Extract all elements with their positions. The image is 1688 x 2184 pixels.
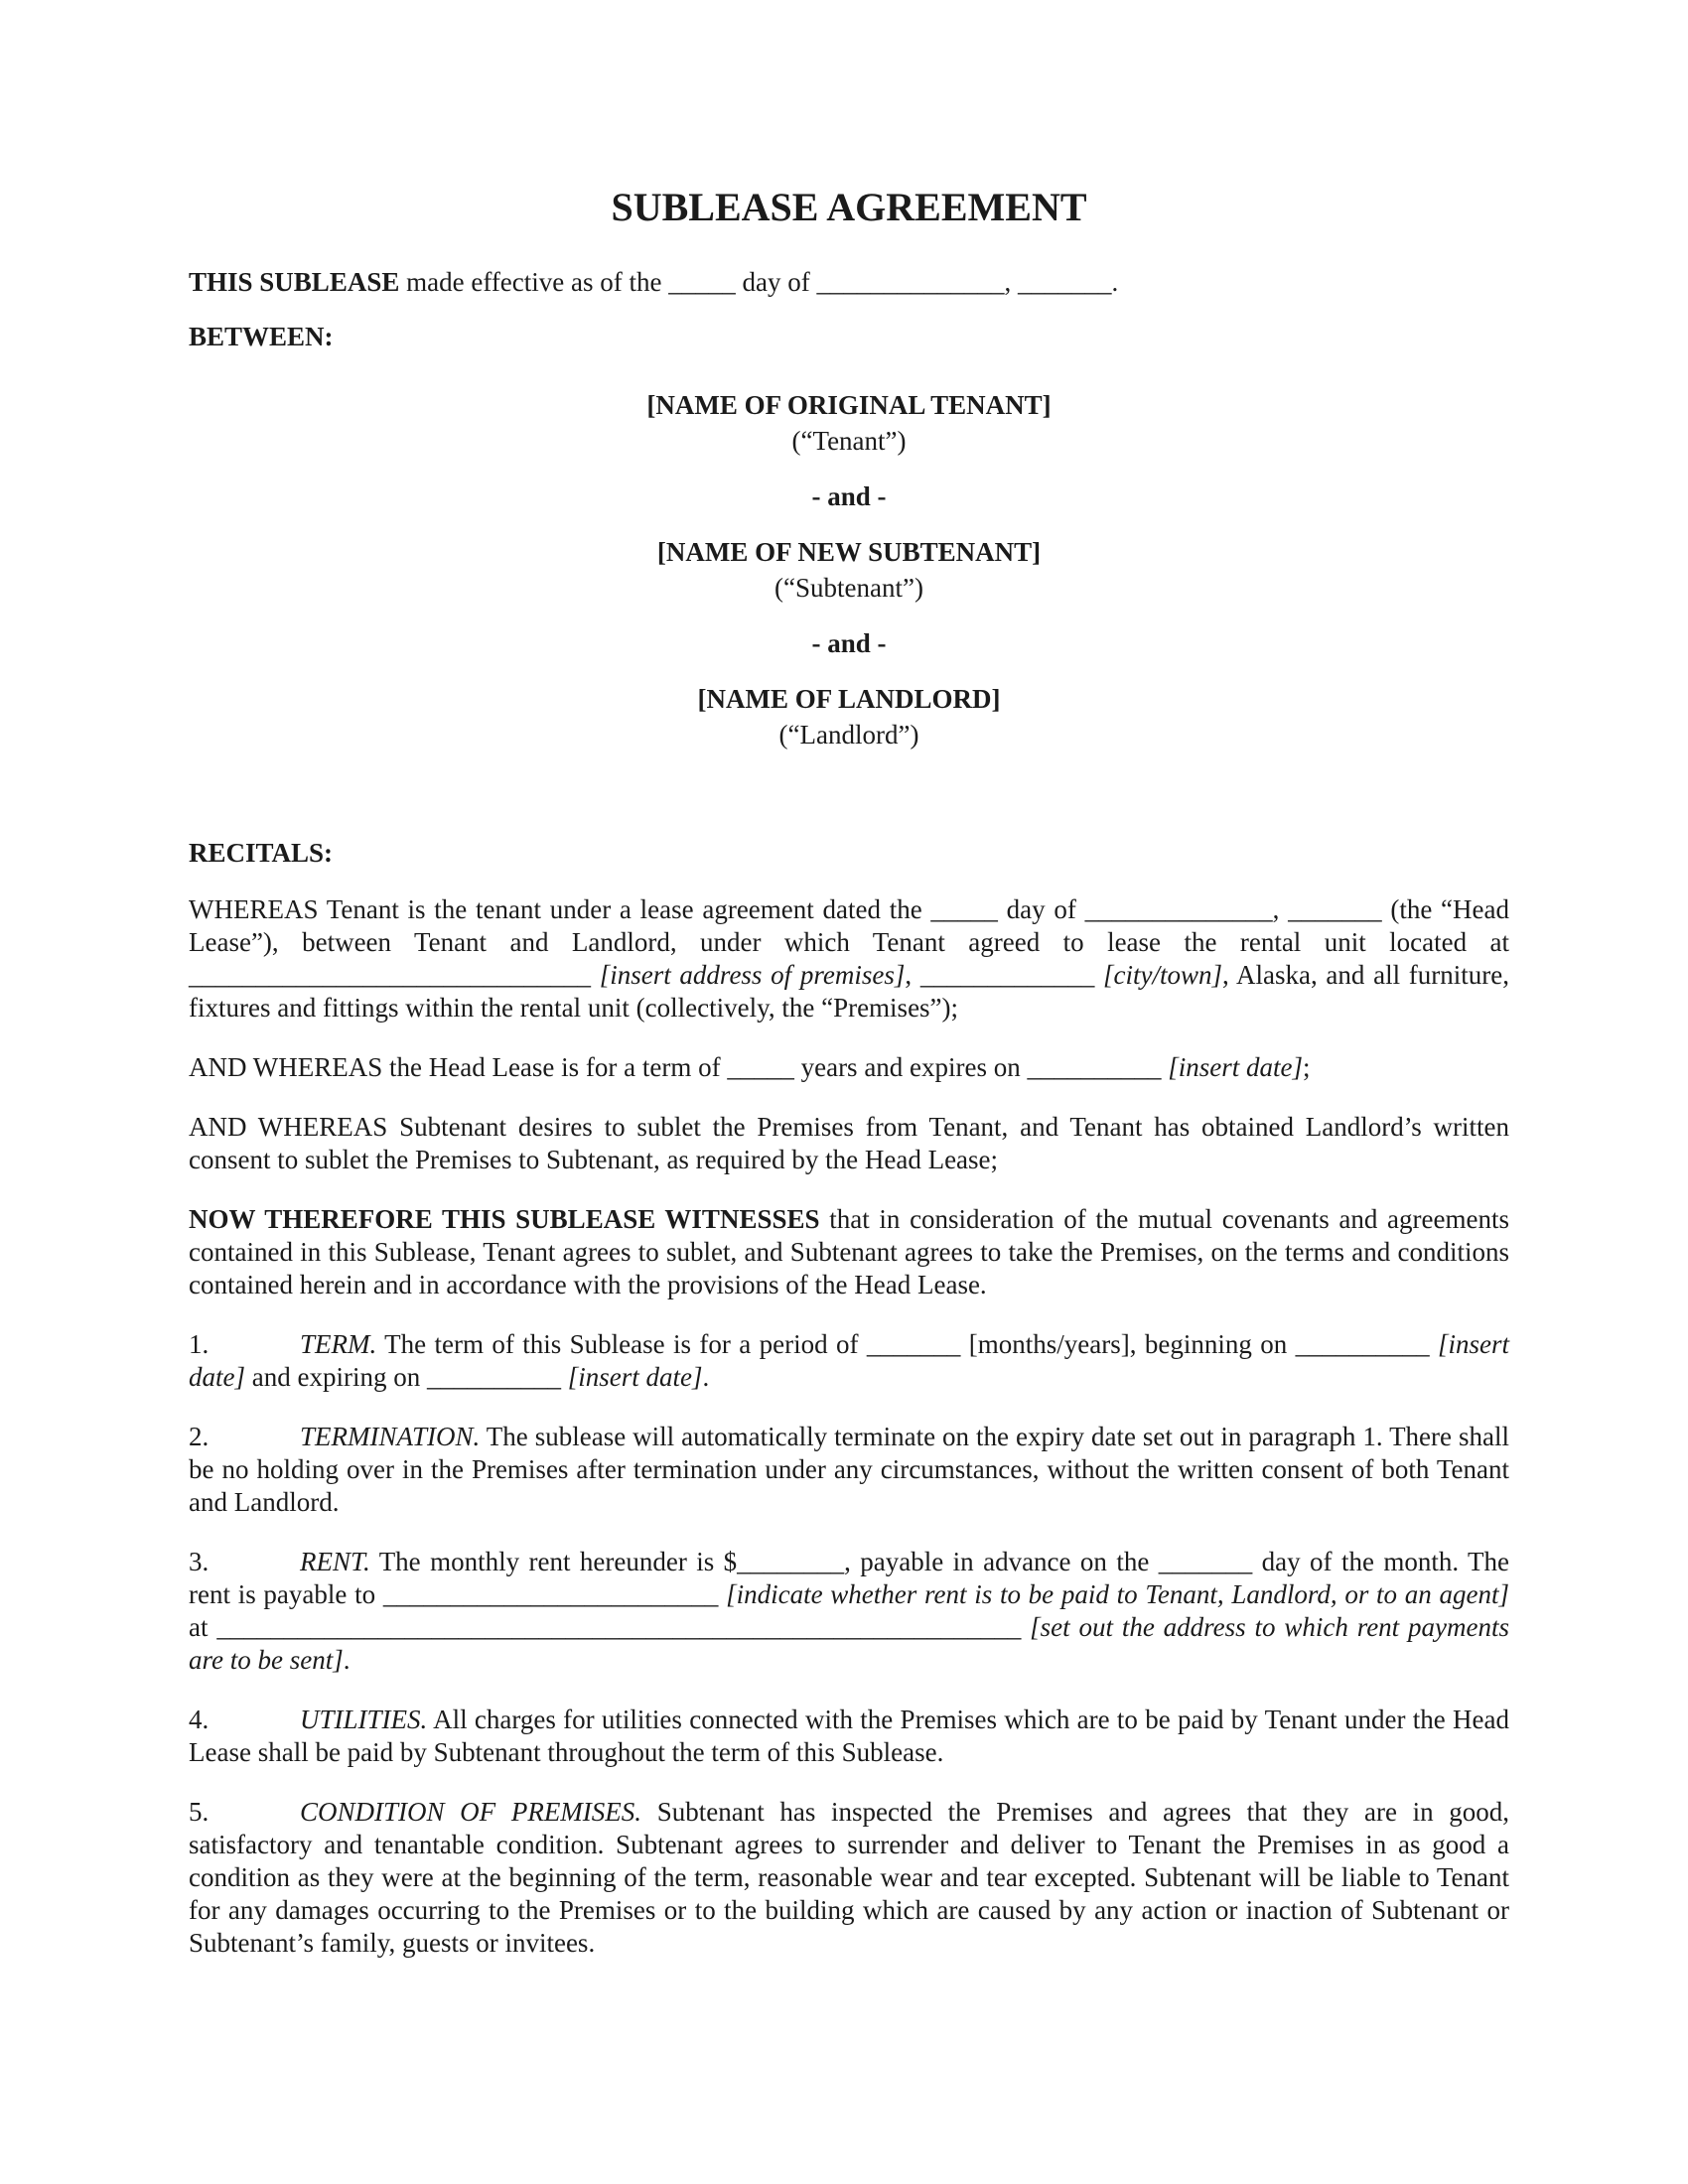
whereas1-text-2: , _____________: [905, 960, 1104, 990]
party-landlord-alias: (“Landlord”): [778, 720, 919, 750]
whereas1-text-3: , Alaska, and all furniture, fixtures and fittings within the rental unit (collectively, the “Premises”);: [189, 960, 1510, 1023]
clause-5-heading: CONDITION OF PREMISES.: [300, 1797, 642, 1827]
recitals-heading: RECITALS:: [189, 838, 334, 868]
party-original-tenant-name: [NAME OF ORIGINAL TENANT]: [646, 390, 1052, 420]
now-therefore-bold: NOW THEREFORE THIS SUBLEASE WITNESSES: [189, 1204, 820, 1234]
clause-3-italic-payee-hint: [indicate whether rent is to be paid to Tenant, Landlord, or to an agent]: [726, 1579, 1510, 1609]
whereas-clause-consent: [189, 1111, 1509, 1176]
and-separator: - and -: [811, 628, 887, 658]
clause-2-termination: [189, 1421, 1509, 1519]
now-therefore-text: that in consideration of the mutual covenants and agreements contained in this Sublease, Tenant agrees to sublet, and Subtenant agrees to take the Premises, on the terms and conditions contained herein and in accordance with the provisions of the Head Lease.: [189, 1204, 1509, 1299]
clause-4-utilities: [189, 1704, 1509, 1769]
clause-3-rent: [189, 1546, 1509, 1677]
whereas2-text-2: ;: [1303, 1052, 1311, 1082]
clause-2-text: The sublease will automatically terminate on the expiry date set out in paragraph 1. There shall be no holding over in the Premises after termination under any circumstances, without the written consent of both Tenant and Landlord.: [189, 1422, 1509, 1517]
whereas1-italic-address-hint: [insert address of premises]: [599, 960, 906, 990]
clause-2-number: 2.: [189, 1422, 210, 1451]
clause-1-text-1: The term of this Sublease is for a period of _______ [months/years], beginning on __________: [376, 1329, 1438, 1359]
clause-4-heading: UTILITIES.: [300, 1705, 428, 1734]
party-new-subtenant-name: [NAME OF NEW SUBTENANT]: [656, 537, 1042, 567]
party-subtenant-alias: (“Subtenant”): [774, 573, 923, 603]
party-tenant-alias: (“Tenant”): [791, 426, 907, 456]
between-label-text: BETWEEN:: [189, 322, 334, 351]
clause-3-text-1: The monthly rent hereunder is $________, payable in advance on the _______ day of the month. The rent is payable to _________________________: [189, 1547, 1509, 1609]
whereas1-italic-city-hint: [city/town]: [1103, 960, 1223, 990]
clause-2-heading: TERMINATION.: [300, 1422, 481, 1451]
clause-3-number: 3.: [189, 1547, 210, 1576]
clause-3-italic-address-hint: [set out the address to which rent payments are to be sent]: [189, 1612, 1509, 1675]
clause-1-number: 1.: [189, 1329, 210, 1359]
clause-1-term: [189, 1328, 1509, 1394]
parties-block: [189, 387, 1509, 752]
clause-1-italic-date-hint-1: [insert date]: [189, 1329, 1509, 1392]
clause-5-condition-of-premises: [189, 1796, 1509, 1960]
clause-1-text-2: and expiring on __________: [245, 1362, 568, 1392]
clause-5-number: 5.: [189, 1797, 210, 1827]
clause-4-number: 4.: [189, 1705, 210, 1734]
clause-1-text-3: .: [702, 1362, 710, 1392]
clause-1-heading: TERM.: [300, 1329, 377, 1359]
between-label: [189, 321, 1509, 353]
whereas2-italic-date-hint: [insert date]: [1168, 1052, 1304, 1082]
intro-clause: [189, 266, 1509, 299]
intro-text: made effective as of the _____ day of ______________, _______.: [399, 267, 1119, 297]
clause-3-text-2: at ____________________________________________________________: [189, 1612, 1031, 1642]
clause-3-heading: RENT.: [300, 1547, 370, 1576]
clause-1-italic-date-hint-2: [insert date]: [567, 1362, 703, 1392]
party-landlord-name: [NAME OF LANDLORD]: [697, 684, 1001, 714]
intro-defined-term: THIS SUBLEASE: [189, 267, 400, 297]
and-separator: - and -: [811, 481, 887, 511]
clause-3-text-3: .: [343, 1645, 351, 1675]
document-title: SUBLEASE AGREEMENT: [611, 185, 1087, 229]
whereas-clause-term: [189, 1051, 1509, 1084]
clause-5-text: Subtenant has inspected the Premises and agrees that they are in good, satisfactory and tenantable condition. Subtenant agrees to surrender and deliver to Tenant the Premises in as good a condition as they were at the beginning of the term, reasonable wear and tear excepted. Subtenant will be liable to Tenant for any damages occurring to the Premises or to the building which are caused by any action or inaction of Subtenant or Subtenant’s family, guests or invitees.: [189, 1797, 1509, 1958]
whereas1-text-1: WHEREAS Tenant is the tenant under a lease agreement dated the _____ day of ______________, _______ (the “Head Lease”), between Tenant and Landlord, under which Tenant agreed to lease the rental unit located at ______________________________: [189, 894, 1509, 990]
whereas2-text-1: AND WHEREAS the Head Lease is for a term of _____ years and expires on __________: [189, 1052, 1169, 1082]
whereas3-text: AND WHEREAS Subtenant desires to sublet the Premises from Tenant, and Tenant has obtained Landlord’s written consent to sublet the Premises to Subtenant, as required by the Head Lease;: [189, 1112, 1509, 1174]
now-therefore-clause: [189, 1203, 1509, 1301]
clause-4-text: All charges for utilities connected with the Premises which are to be paid by Tenant under the Head Lease shall be paid by Subtenant throughout the term of this Sublease.: [189, 1705, 1509, 1767]
whereas-clause-head-lease: [189, 893, 1509, 1024]
